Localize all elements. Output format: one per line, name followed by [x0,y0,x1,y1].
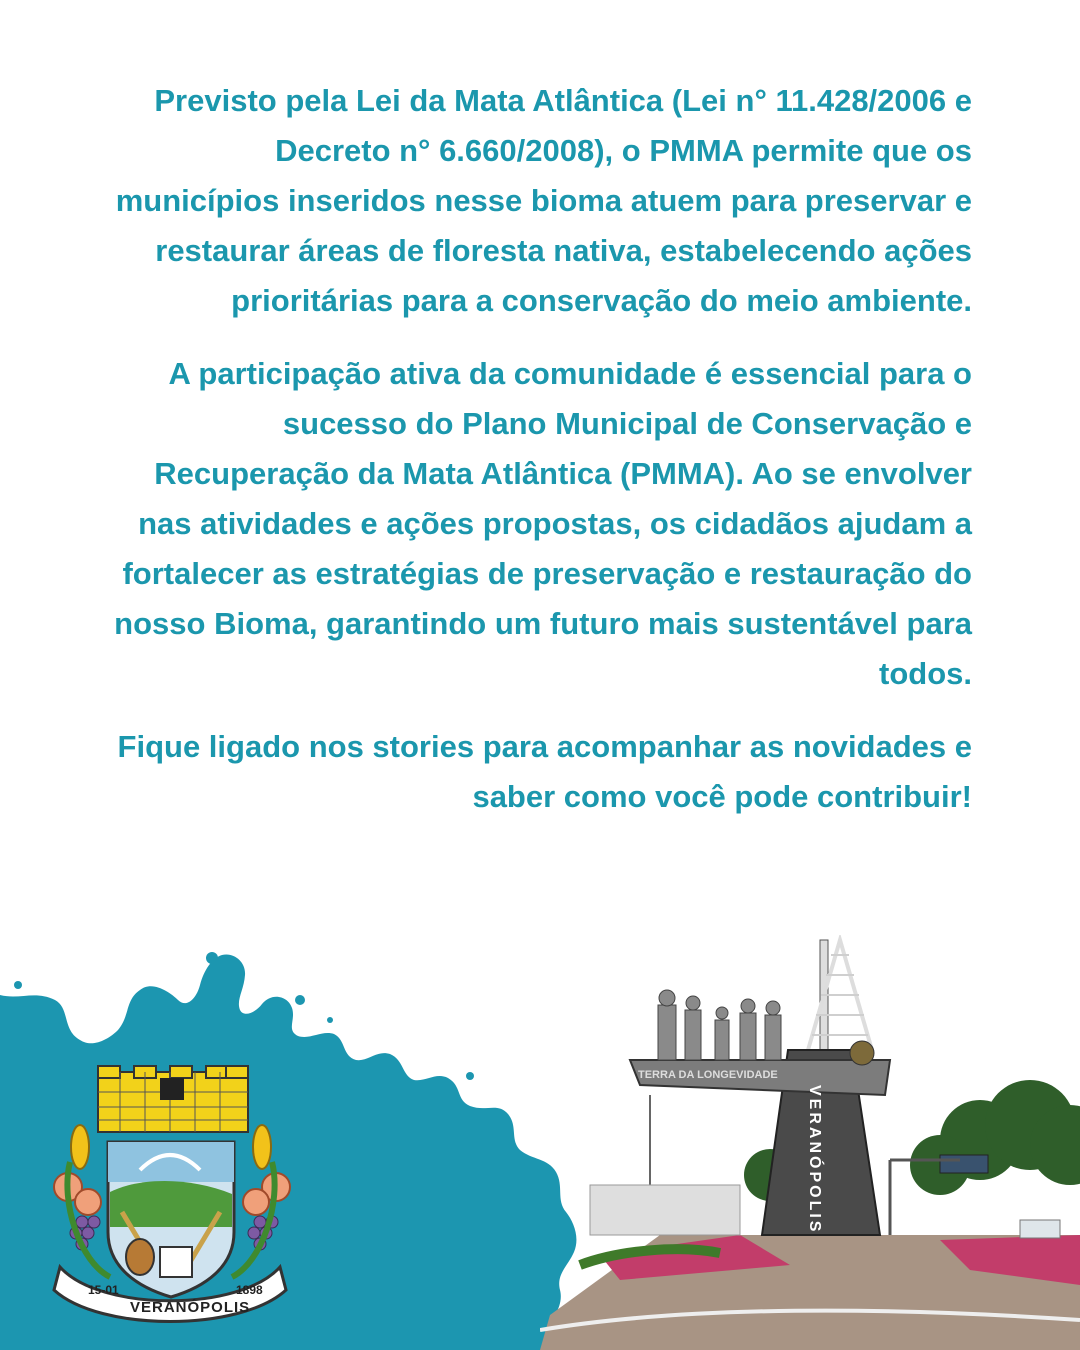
coat-city-name: VERANÓPOLIS [130,1299,251,1316]
coat-date-left: 15-01 [88,1283,119,1297]
coat-year-right: 1898 [236,1283,263,1297]
paragraph-community-participation: A participação ativa da comunidade é essencial para o sucesso do Plano Municipal de Conservação e Recuperação da Mata Atlântica (PMMA). Ao se envolver nas atividades e ações propostas, os cidadãos ajudam a fortalecer as estratégias de preservação e restauração do nosso Bioma, garantindo um futuro mais sustentável para todos. [114,356,972,691]
paragraph-stories-cta: Fique ligado nos stories para acompanhar as novidades e saber como você pode contribuir! [117,729,972,814]
veranopolis-monument-photo [540,935,1080,1350]
paragraph-pmma-law: Previsto pela Lei da Mata Atlântica (Lei n° 11.428/2006 e Decreto n° 6.660/2008), o PMMA permite que os municípios inseridos nesse bioma atuem para preservar e restaurar áreas de floresta nativa, estabelecendo ações prioritárias para a conservação do meio ambiente. [115,83,972,318]
body-text [110,76,972,845]
veranopolis-coat-of-arms [40,1062,300,1332]
monument-arch-text: TERRA DA LONGEVIDADE [638,1069,778,1081]
monument-tower-text: VERANÓPOLIS [806,1085,823,1235]
